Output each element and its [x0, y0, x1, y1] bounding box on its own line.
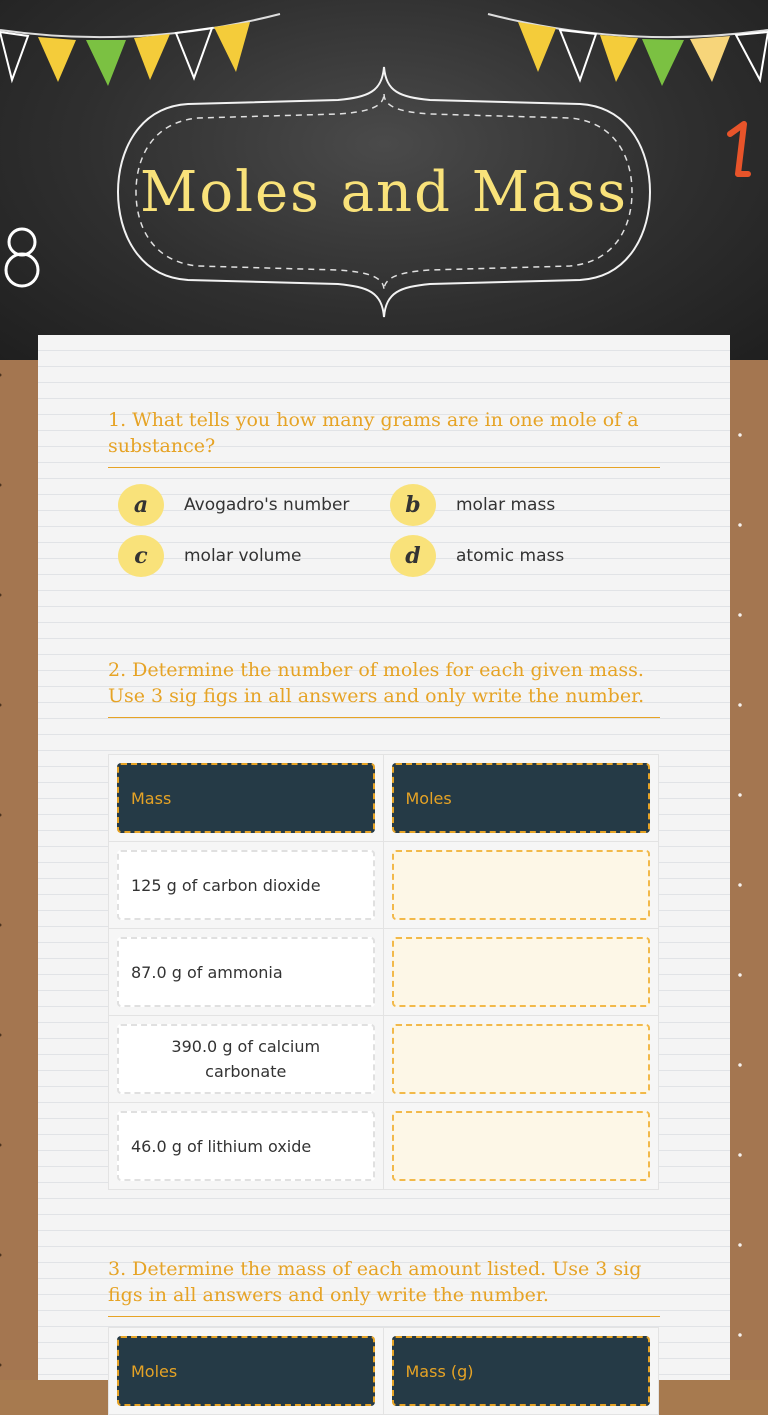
- question-2-text: 2. Determine the number of moles for each given mass. Use 3 sig figs in all answers and only write the number.: [108, 657, 660, 718]
- option-d-letter: d: [390, 535, 436, 577]
- option-d[interactable]: [390, 535, 564, 577]
- option-a-letter: a: [118, 484, 164, 526]
- option-b-label: molar mass: [456, 495, 556, 515]
- option-c[interactable]: [118, 535, 301, 577]
- question-1-text: 1. What tells you how many grams are in one mole of a substance?: [108, 407, 660, 468]
- option-c-letter: c: [118, 535, 164, 577]
- table-row: [109, 842, 658, 929]
- chalk-number-eight: [2, 222, 44, 292]
- question-3-text: 3. Determine the mass of each amount listed. Use 3 sig figs in all answers and only write the number.: [108, 1256, 660, 1317]
- table-header-row: [109, 1328, 658, 1414]
- question-3-table: [108, 1327, 659, 1415]
- answer-input-2[interactable]: [392, 937, 651, 1007]
- given-mass-2: 87.0 g of ammonia: [117, 937, 375, 1007]
- chalkboard-header: [0, 0, 768, 360]
- svg-text:8: 8: [2, 222, 3, 223]
- page-title: Moles and Mass: [140, 160, 628, 225]
- question-2-table: [108, 754, 659, 1190]
- answer-input-4[interactable]: [392, 1111, 651, 1181]
- table-row: [109, 1016, 658, 1103]
- option-d-label: atomic mass: [456, 546, 565, 566]
- option-c-label: molar volume: [184, 546, 302, 566]
- table-row: [109, 929, 658, 1016]
- header-moles-q3: Moles: [117, 1336, 375, 1406]
- answer-input-1[interactable]: [392, 850, 651, 920]
- option-b-letter: b: [390, 484, 436, 526]
- option-a[interactable]: [118, 484, 349, 526]
- table-header-row: [109, 755, 658, 842]
- header-mass: Mass: [117, 763, 375, 833]
- option-a-label: Avogadro's number: [184, 495, 350, 515]
- option-b[interactable]: [390, 484, 555, 526]
- given-mass-4: 46.0 g of lithium oxide: [117, 1111, 375, 1181]
- worksheet-paper: [38, 335, 730, 1380]
- given-mass-1: 125 g of carbon dioxide: [117, 850, 375, 920]
- header-mass-g: Mass (g): [392, 1336, 651, 1406]
- table-row: [109, 1103, 658, 1189]
- header-moles: Moles: [392, 763, 651, 833]
- given-mass-3: 390.0 g of calcium carbonate: [117, 1024, 375, 1094]
- chalk-number-one: [722, 120, 756, 180]
- svg-text:1: 1: [722, 120, 723, 121]
- answer-input-3[interactable]: [392, 1024, 651, 1094]
